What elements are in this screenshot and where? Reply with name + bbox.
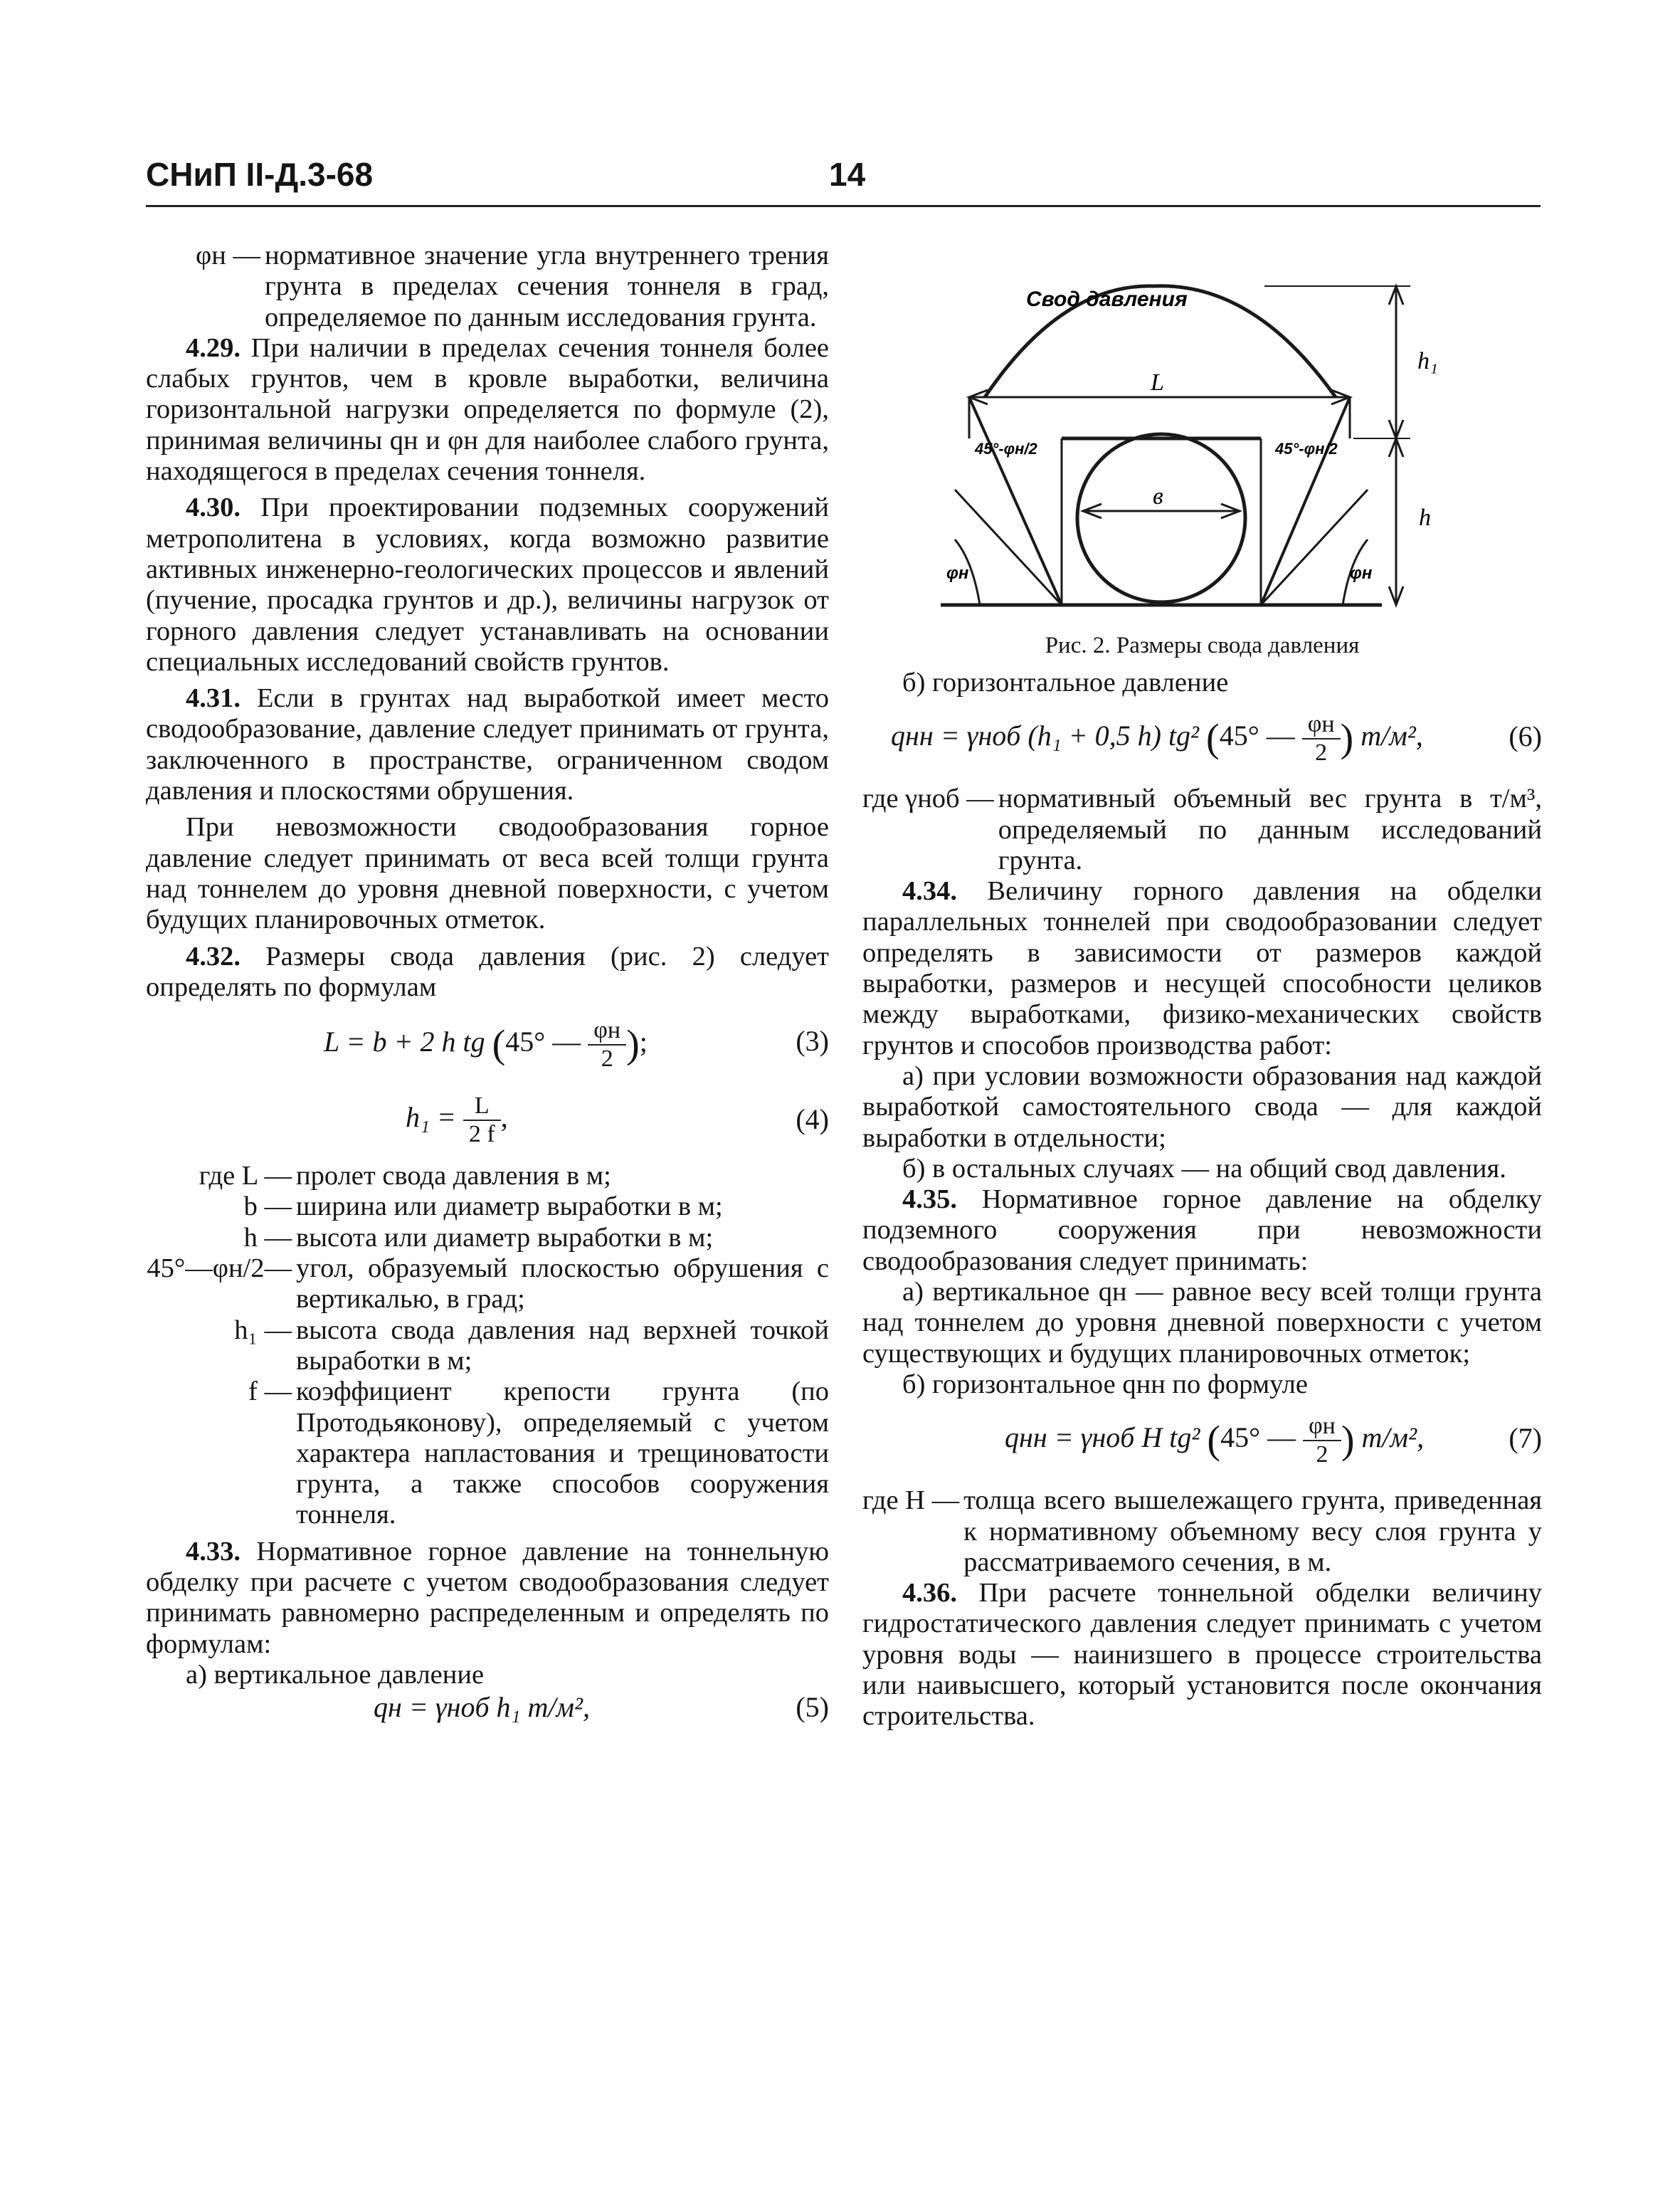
formula-tail: т/м², [1361,1421,1425,1454]
clause-4-29 [146,333,829,487]
fraction-numerator: φн [1303,1413,1341,1441]
clause-number: 4.32. [186,941,241,972]
clause-number: 4.35. [902,1184,957,1215]
definition-text: ширина или диаметр выработки в м; [296,1191,723,1222]
definition-symbol: где γнoб — [862,784,994,814]
definition-text: высота или диаметр выработки в м; [296,1222,714,1253]
definition-text: коэффициент крепости грунта (по Протодьяконову), определяемый с учетом характера напластования и трещиноватости грунта, а также способов сооружения тоннеля. [296,1376,829,1530]
clause-4-33-b: б) горизонтальное давление [902,668,1229,697]
symbol-definition-row [146,1161,829,1191]
fraction-numerator: φн [1302,711,1341,739]
pressure-arch-diagram [941,255,1453,625]
clause-4-35 [862,1184,1542,1277]
clause-4-31 [146,683,829,806]
definition-symbol: где L — [199,1161,292,1191]
definition-text: толща всего вышележащего грунта, приведенная к нормативному объемному весу слоя грунта у рассматриваемого сечения, в м. [963,1485,1542,1577]
page-header [146,155,1541,207]
symbol-definition-row [146,1191,829,1222]
formula-number: (3) [796,1025,829,1058]
clause-number: 4.30. [186,493,241,523]
fraction-denominator: 2 [601,1046,613,1073]
formula-fraction [1302,711,1341,767]
clause-number: 4.33. [186,1536,241,1567]
definition-text: угол, образуемый плоскостью обрушения с вертикалью, в град; [296,1253,829,1315]
formula-3: L = b + 2 h tg (45° — $\frac{\varphi н}{2}$ ); (3) [324,1017,829,1073]
page-number: 14 [829,156,866,193]
formula-angle: 45° — [1220,1421,1296,1454]
formula-angle: 45° — [505,1026,581,1058]
definition-symbol: b — [243,1191,292,1222]
formula-number: (6) [1509,720,1542,753]
definition-symbol: 45°—φн/2— [147,1253,292,1284]
formula-4 [146,1088,829,1154]
definition-symbol: f — [248,1376,292,1407]
clause-text: При проектировании подземных сооружений метрополитена в условиях, когда возможно развитие активных инженерно-геологических процессов и явлений (пучение, просадка грунтов и др.), величины нагрузок от горного давления следует устанавливать на основании специальных исследований свойств грунтов. [146,493,829,677]
left-column [146,241,829,1742]
clause-4-34 [862,876,1542,1061]
formula-lhs: qнн = γнoб H tg² [1005,1421,1200,1454]
fraction-numerator: L [463,1092,501,1121]
clause-text: Нормативное горное давление на тоннельную обделку при расчете с учетом сводообразования следует принимать равномерно распределенным и определять по формулам: [146,1536,830,1659]
definition-text: пролет свода давления в м; [296,1161,611,1191]
definition-symbol: h — [243,1222,292,1253]
document-code: СНиП II-Д.3-68 [146,156,374,193]
formula-5 [146,1692,829,1734]
formula-tail: , [500,1101,508,1134]
definition-text: нормативный объемный вес грунта в т/м³, определяемый по данным исследований грунта. [998,784,1542,875]
clause-4-34-a: а) при условии возможности образования над каждой выработкой самостоятельного свода — для каждой выработки в отдельности; [862,1060,1542,1153]
clause-text: Нормативное горное давление на обделку подземного сооружения при невозможности сводообразования следует принимать: [862,1184,1542,1276]
symbol-definition-row [146,1253,829,1315]
definition-phi [146,241,829,333]
formula-fraction [1303,1413,1341,1468]
formula-lhs: L = b + 2 h tg [324,1026,485,1058]
clause-4-33 [146,1537,829,1660]
span-L-label: L [1151,369,1164,396]
height-h-label: h [1419,505,1431,531]
formula-fraction [463,1092,501,1148]
clause-4-31-continued: При невозможности сводообразования горное давление следует принимать от веса всей толщи грунта над тоннелем до уровня дневной поверхности, с учетом будущих планировочных отметок. [146,812,829,935]
fraction-numerator: φн [588,1017,626,1046]
angle-label-right: 45°-φн/2 [1275,440,1338,458]
figure-2 [862,241,1542,658]
formula-number: (7) [1509,1422,1542,1455]
definition-symbol: φн — [196,241,260,270]
figure-caption: Рис. 2. Размеры свода давления [1045,633,1360,658]
definition-symbol: h₁ — [234,1315,292,1345]
clause-text: При наличии в пределах сечения тоннеля более слабых грунтов, чем в кровле выработки, величина горизонтальной нагрузки определяется по формуле (2), принимая величины qн и φн для наиболее слабого грунта, находящегося в пределах сечения тоннеля. [146,332,829,487]
definition-H [862,1485,1542,1578]
formula-number: (5) [796,1691,829,1724]
formula-angle: 45° — [1219,720,1295,752]
fraction-denominator: 2 [1316,1441,1328,1468]
symbol-definitions [146,1161,829,1531]
formula-body: qн = γнoб h₁ т/м², [374,1691,590,1724]
width-b-label: в [1153,483,1163,510]
definition-text: высота свода давления над верхней точкой выработки в м; [296,1315,829,1376]
right-column [862,241,1542,1732]
clause-text: Величину горного давления на обделки параллельных тоннелей при сводообразовании следует определять в зависимости от размеров каждой выработки, размеров и несущей способности целиков между выработками, физико-механических свойств грунтов и способов производства работ: [862,876,1542,1060]
phi-label-left: φн [946,564,969,583]
formula-6: qнн = γнoб (h₁ + 0,5 h) tg² (45° — $\frac{\varphi н}{2}$ ) т/м², (6) [891,711,1542,767]
clause-number: 4.29. [186,332,241,363]
angle-label-left: 45°-φн/2 [975,440,1037,458]
symbol-definition-row [146,1376,829,1530]
clause-4-33-a: а) вертикальное давление [186,1659,485,1690]
definition-symbol: где H — [862,1485,960,1516]
formula-7: qнн = γнoб H tg² (45° — $\frac{\varphi н}{2}$ ) т/м², (7) [1005,1413,1542,1468]
clause-4-36 [862,1578,1542,1732]
formula-lhs: qнн = γнoб (h₁ + 0,5 h) tg² [891,720,1200,752]
clause-4-34-b: б) в остальных случаях — на общий свод давления. [902,1153,1506,1184]
formula-fraction [588,1017,626,1073]
fraction-denominator: 2 f [468,1121,495,1148]
clause-text: Размеры свода давления (рис. 2) следует определять по формулам [146,941,829,1002]
clause-4-30 [146,493,829,678]
height-h1-label: h₁ [1417,348,1438,374]
symbol-definition-row [146,1315,829,1377]
tunnel-circle [1077,434,1245,602]
clause-text: Если в грунтах над выработкой имеет место сводообразование, давление следует принимать от грунта, заключенного в пространстве, ограниченном сводом давления и плоскостями обрушения. [146,683,830,806]
formula-lhs: h₁ = [406,1101,456,1134]
clause-text: При расчете тоннельной обделки величину гидростатического давления следует принимать с учетом уровня воды — наинизшего в процессе строительства или наивысшего, который установится после окончания строительства. [862,1578,1542,1732]
definition-text: нормативное значение угла внутреннего трения грунта в пределах сечения тоннеля в град, определяемое по данным исследования грунта. [264,241,829,332]
arch-label: Свод давления [1026,288,1188,311]
formula-number: (4) [796,1103,829,1136]
definition-gamma [862,784,1542,876]
phi-label-right: φн [1350,564,1373,583]
clause-number: 4.36. [902,1578,957,1609]
clause-number: 4.34. [902,876,957,907]
clause-4-32 [146,942,829,1004]
fraction-denominator: 2 [1315,739,1328,767]
clause-4-35-a: а) вертикальное qн — равное весу всей толщи грунта над тоннелем до уровня дневной поверхности с учетом существующих и будущих планировочных отметок; [862,1277,1542,1369]
formula-tail: ; [639,1026,648,1058]
symbol-definition-row [146,1223,829,1253]
formula-tail: т/м², [1361,720,1423,752]
clause-number: 4.31. [186,683,241,714]
clause-4-35-b: б) горизонтальное qнн по формуле [902,1369,1308,1399]
